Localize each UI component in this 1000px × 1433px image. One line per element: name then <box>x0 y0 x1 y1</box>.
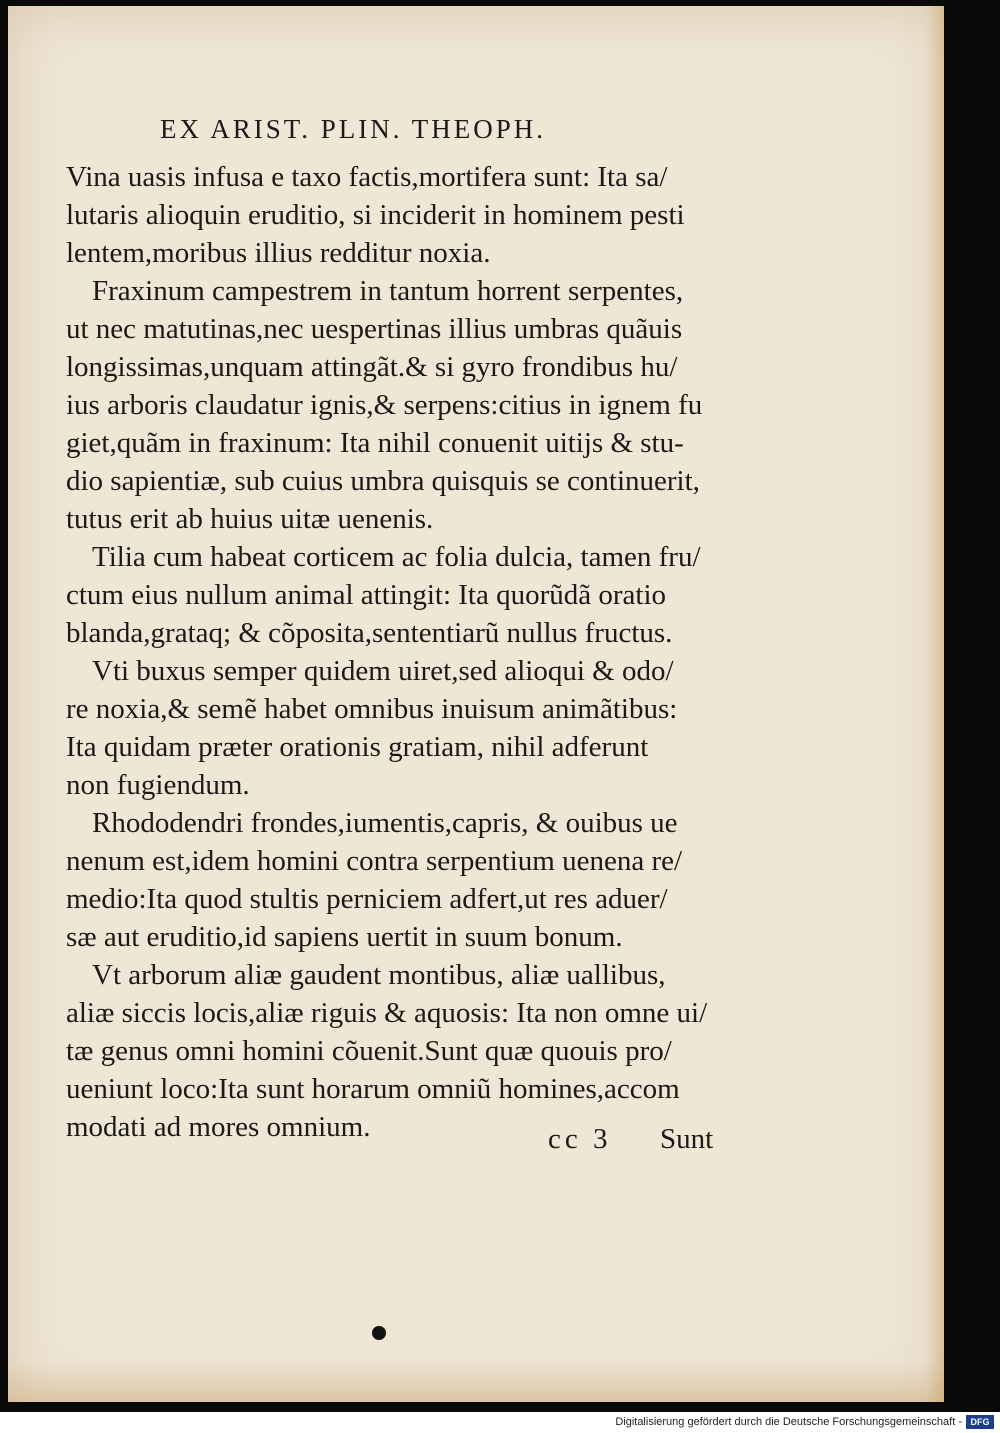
text-line: modati ad mores omnium. <box>66 1111 371 1143</box>
book-page <box>8 6 944 1402</box>
text-line: re noxia,& semẽ habet omnibus inuisum animãtibus: <box>66 693 678 725</box>
text-line: lentem,moribus illius redditur noxia. <box>66 237 491 269</box>
text-line: tæ genus omni homini cõuenit.Sunt quæ quouis pro/ <box>66 1035 672 1067</box>
text-line: aliæ siccis locis,aliæ riguis & aquosis: Ita non omne ui/ <box>66 997 708 1029</box>
text-line: ius arboris claudatur ignis,& serpens:citius in ignem fu <box>66 389 703 421</box>
ink-dot <box>372 1326 386 1340</box>
text-line: lutaris alioquin eruditio, si inciderit in hominem pesti <box>66 199 685 231</box>
text-line: Fraxinum campestrem in tantum horrent serpentes, <box>92 275 684 307</box>
text-line: medio:Ita quod stultis perniciem adfert,ut res aduer/ <box>66 883 668 915</box>
text-line: dio sapientiæ, sub cuius umbra quisquis se continuerit, <box>66 465 700 497</box>
page-foot <box>8 1123 944 1161</box>
text-line: non fugiendum. <box>66 769 250 801</box>
text-line: ut nec matutinas,nec uespertinas illius umbras quãuis <box>66 313 683 345</box>
catchword: Sunt <box>660 1123 714 1155</box>
dfg-logo: DFG <box>966 1415 994 1429</box>
text-line: nenum est,idem homini contra serpentium uenena re/ <box>66 845 683 877</box>
text-line: Tilia cum habeat corticem ac folia dulcia, tamen fru/ <box>92 541 701 573</box>
text-line: Vti buxus semper quidem uiret,sed alioqui & odo/ <box>92 655 674 687</box>
text-line: giet,quãm in fraxinum: Ita nihil conuenit uitijs & stu- <box>66 427 684 459</box>
body-text <box>66 158 746 1146</box>
text-line: longissimas,unquam attingãt.& si gyro frondibus hu/ <box>66 351 678 383</box>
signature-mark: cc 3 <box>548 1123 612 1155</box>
page-bottom-stain <box>8 1362 944 1402</box>
running-header: EX ARIST. PLIN. THEOPH. <box>160 114 547 144</box>
text-line: Rhododendri frondes,iumentis,capris, & ouibus ue <box>92 807 678 839</box>
digitization-footer <box>0 1412 1000 1433</box>
text-line: tutus erit ab huius uitæ uenenis. <box>66 503 434 535</box>
funding-credit: Digitalisierung gefördert durch die Deutsche Forschungsgemeinschaft - <box>615 1416 962 1428</box>
text-line: ueniunt loco:Ita sunt horarum omniũ homines,accom <box>66 1073 680 1105</box>
text-line: blanda,grataq; & cõposita,sententiarũ nullus fructus. <box>66 617 673 649</box>
text-line: sæ aut eruditio,id sapiens uertit in suum bonum. <box>66 921 623 953</box>
text-line: Vina uasis infusa e taxo factis,mortifera sunt: Ita sa/ <box>66 161 668 193</box>
text-line: Ita quidam præter orationis gratiam, nihil adferunt <box>66 731 649 763</box>
text-line: Vt arborum aliæ gaudent montibus, aliæ uallibus, <box>92 959 666 991</box>
page-edge-stain <box>926 6 944 1402</box>
text-line: ctum eius nullum animal attingit: Ita quorũdã oratio <box>66 579 667 611</box>
